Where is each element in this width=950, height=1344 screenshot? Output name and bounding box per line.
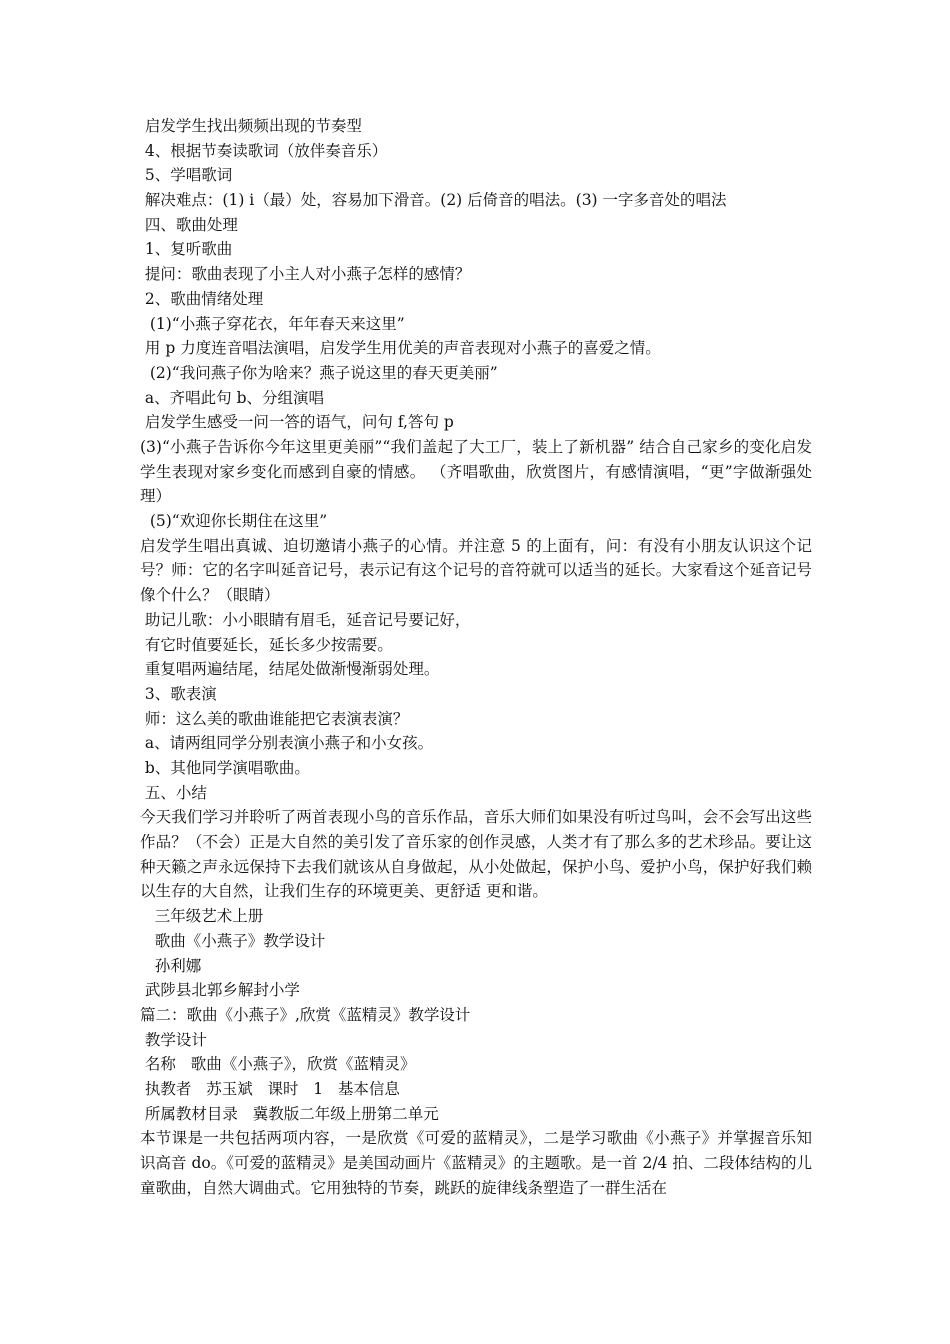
text-line: 4、根据节奏读歌词（放伴奏音乐） xyxy=(140,141,388,160)
text-line: a、请两组同学分别表演小燕子和小女孩。 xyxy=(140,734,434,753)
text-line: 三年级艺术上册 xyxy=(140,907,264,926)
text-line: b、其他同学演唱歌曲。 xyxy=(140,758,310,777)
text-line: 5、学唱歌词 xyxy=(140,166,233,185)
text-line: (1)“小燕子穿花衣，年年春天来这里” xyxy=(140,314,405,333)
section-heading: 四、歌曲处理 xyxy=(140,215,238,234)
section-heading: 五、小结 xyxy=(140,783,207,802)
section-heading: 篇二：歌曲《小燕子》,欣赏《蓝精灵》教学设计 xyxy=(140,1005,471,1024)
text-line: 解决难点：(1) i（最）处，容易加下滑音。(2) 后倚音的唱法。(3) 一字多音处的唱法 xyxy=(140,191,727,210)
text-line: 提问：歌曲表现了小主人对小燕子怎样的感情？ xyxy=(140,265,471,284)
paragraph: (3)“小燕子告诉你今年这里更美丽”“我们盖起了大工厂，装上了新机器” 结合自己家乡的变化启发学生表现对家乡变化而感到自豪的情感。 （齐唱歌曲，欣赏图片，有感情演唱，“更”字做渐强处理） xyxy=(140,437,812,506)
text-line: 启发学生感受一问一答的语气，问句 f,答句 p xyxy=(140,413,454,432)
paragraph: 本节课是一共包括两项内容，一是欣赏《可爱的蓝精灵》，二是学习歌曲《小燕子》并掌握音乐知识高音 do。《可爱的蓝精灵》是美国动画片《蓝精灵》的主题歌。是一首 2/4 拍、二段体结构的儿童歌曲，自然大调曲式。它用独特的节奏，跳跃的旋律线条塑造了一群生活在 xyxy=(140,1129,812,1197)
text-line: (5)“欢迎你长期住在这里” xyxy=(140,512,328,531)
text-line: 启发学生找出频频出现的节奏型 xyxy=(140,117,362,135)
text-line: 1、复听歌曲 xyxy=(140,240,233,259)
text-line: 有它时值要延长，延长多少按需要。 xyxy=(140,635,393,654)
school-name: 武陟县北郭乡解封小学 xyxy=(140,981,300,1000)
text-line: a、齐唱此句 b、分组演唱 xyxy=(140,388,325,407)
text-line: (2)“我问燕子你为啥来？燕子说这里的春天更美丽” xyxy=(140,363,498,382)
text-line: 师：这么美的歌曲谁能把它表演表演？ xyxy=(140,709,409,728)
text-line: 重复唱两遍结尾，结尾处做渐慢渐弱处理。 xyxy=(140,660,440,679)
text-line: 助记儿歌：小小眼睛有眉毛，延音记号要记好， xyxy=(140,610,471,629)
text-line: 3、歌表演 xyxy=(140,684,217,703)
paragraph: 今天我们学习并聆听了两首表现小鸟的音乐作品，音乐大师们如果没有听过鸟叫，会不会写出这些作品？（不会）正是大自然的美引发了音乐家的创作灵感，人类才有了那么多的艺术珍品。要让这种天籁之声永远保持下去我们就该从自身做起，从小处做起，保护小鸟、爱护小鸟，保护好我们赖以生存的大自然，让我们生存的环境更美、更舒适 更和谐。 xyxy=(140,808,812,901)
text-line: 名称 歌曲《小燕子》，欣赏《蓝精灵》 xyxy=(140,1055,416,1074)
text-line: 所属教材目录 冀教版二年级上册第二单元 xyxy=(140,1104,439,1123)
author-name: 孙利娜 xyxy=(140,956,202,975)
paragraph: 启发学生唱出真诚、迫切邀请小燕子的心情。并注意 5 的上面有，问：有没有小朋友认识这个记号？师：它的名字叫延音记号，表示记有这个记号的音符就可以适当的延长。大家看这个延音记号像个什么？（眼睛） xyxy=(140,536,812,605)
text-line: 执教者 苏玉斌 课时 1 基本信息 xyxy=(140,1079,400,1098)
document-page xyxy=(140,114,812,1200)
text-line: 用 p 力度连音唱法演唱，启发学生用优美的声音表现对小燕子的喜爱之情。 xyxy=(140,339,661,358)
text-line: 2、歌曲情绪处理 xyxy=(140,289,264,308)
text-line: 教学设计 xyxy=(140,1030,207,1049)
document-title: 歌曲《小燕子》教学设计 xyxy=(140,931,326,950)
